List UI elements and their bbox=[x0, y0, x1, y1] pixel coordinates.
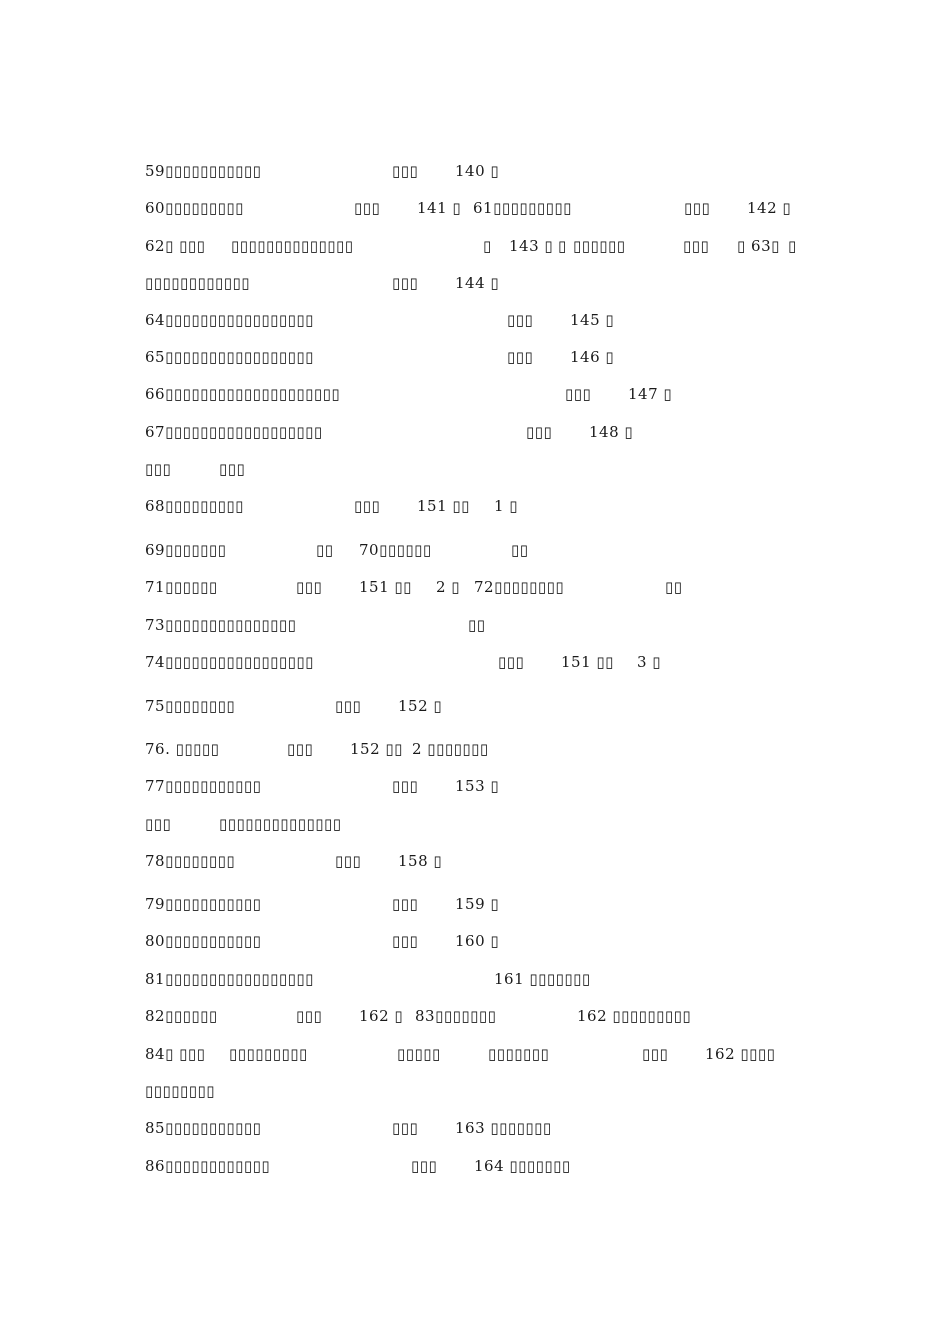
entry-title: 76. ▯▯▯▯▯ bbox=[145, 740, 220, 758]
entry-title: 73▯▯▯▯▯▯▯▯▯▯▯▯▯▯▯ bbox=[145, 616, 297, 634]
toc-line-68 bbox=[145, 495, 865, 517]
entry-page: 162 ▯▯▯▯▯▯▯▯▯ bbox=[577, 1007, 692, 1025]
entry-marker: ▯▯▯ bbox=[642, 1045, 669, 1063]
entry-marker: ▯▯▯ bbox=[507, 311, 534, 329]
entry-text: ▯▯▯▯▯ bbox=[397, 1045, 441, 1063]
entry-text: ▯▯▯▯▯▯▯▯▯▯▯▯ bbox=[145, 274, 251, 292]
entry-title: 62▯ ▯▯▯ bbox=[145, 237, 206, 255]
toc-line-section bbox=[145, 458, 865, 480]
toc-line-59 bbox=[145, 160, 865, 182]
section-title: ▯▯▯ bbox=[219, 460, 246, 478]
entry-text: ▯▯▯▯▯▯ bbox=[573, 237, 626, 255]
entry-marker: ▯ bbox=[483, 237, 492, 255]
entry-title: 69▯▯▯▯▯▯▯ bbox=[145, 541, 227, 559]
entry-title: 61▯▯▯▯▯▯▯▯▯ bbox=[473, 199, 572, 217]
toc-line-79 bbox=[145, 893, 865, 915]
entry-marker: ▯▯ bbox=[511, 541, 529, 559]
toc-line-80 bbox=[145, 930, 865, 952]
entry-marker: ▯▯ bbox=[468, 616, 486, 634]
entry-title: 59▯▯▯▯▯▯▯▯▯▯▯ bbox=[145, 162, 262, 180]
entry-page: 141 ▯ bbox=[417, 199, 462, 217]
section-title: ▯▯▯▯▯▯▯▯▯▯▯▯▯▯ bbox=[219, 815, 342, 833]
toc-line-62 bbox=[145, 235, 865, 257]
entry-marker: ▯▯▯ bbox=[392, 895, 419, 913]
entry-page: 140 ▯ bbox=[455, 162, 500, 180]
entry-title: 72▯▯▯▯▯▯▯▯ bbox=[474, 578, 565, 596]
entry-marker: ▯▯ bbox=[316, 541, 334, 559]
entry-marker: ▯▯▯ bbox=[335, 697, 362, 715]
toc-line-84-cont bbox=[145, 1080, 865, 1102]
toc-line-64 bbox=[145, 309, 865, 331]
entry-subpage: 2 ▯ bbox=[436, 578, 461, 596]
entry-page: 159 ▯ bbox=[455, 895, 500, 913]
toc-line-74 bbox=[145, 651, 865, 673]
entry-title: 74▯▯▯▯▯▯▯▯▯▯▯▯▯▯▯▯▯ bbox=[145, 653, 314, 671]
entry-page: 151 ▯▯ bbox=[417, 497, 470, 515]
toc-line-section bbox=[145, 813, 865, 835]
entry-title: 60▯▯▯▯▯▯▯▯▯ bbox=[145, 199, 244, 217]
entry-marker: ▯▯▯ bbox=[392, 1119, 419, 1137]
entry-text: ▯▯▯▯▯▯▯ bbox=[488, 1045, 550, 1063]
entry-page: 162 ▯ bbox=[359, 1007, 404, 1025]
entry-subpage: 3 ▯ bbox=[637, 653, 662, 671]
toc-line-69 bbox=[145, 539, 865, 561]
entry-title: 75▯▯▯▯▯▯▯▯ bbox=[145, 697, 236, 715]
entry-page: 160 ▯ bbox=[455, 932, 500, 950]
entry-marker: ▯▯▯ bbox=[335, 852, 362, 870]
entry-title: 78▯▯▯▯▯▯▯▯ bbox=[145, 852, 236, 870]
toc-line-86 bbox=[145, 1155, 865, 1177]
entry-page: 151 ▯▯ bbox=[359, 578, 412, 596]
entry-title: 65▯▯▯▯▯▯▯▯▯▯▯▯▯▯▯▯▯ bbox=[145, 348, 314, 366]
entry-page: 146 ▯ bbox=[570, 348, 615, 366]
entry-marker: ▯▯▯ bbox=[354, 199, 381, 217]
toc-line-84 bbox=[145, 1043, 865, 1065]
entry-marker: ▯▯▯ bbox=[354, 497, 381, 515]
entry-marker: ▯▯▯ bbox=[411, 1157, 438, 1175]
entry-page: 164 ▯▯▯▯▯▯▯ bbox=[474, 1157, 571, 1175]
entry-title: 77▯▯▯▯▯▯▯▯▯▯▯ bbox=[145, 777, 262, 795]
entry-page: 158 ▯ bbox=[398, 852, 443, 870]
entry-title: 79▯▯▯▯▯▯▯▯▯▯▯ bbox=[145, 895, 262, 913]
toc-line-65 bbox=[145, 346, 865, 368]
entry-title: 86▯▯▯▯▯▯▯▯▯▯▯▯ bbox=[145, 1157, 271, 1175]
toc-line-66 bbox=[145, 383, 865, 405]
toc-line-81 bbox=[145, 968, 865, 990]
entry-page: 143 ▯ bbox=[509, 237, 554, 255]
toc-line-77 bbox=[145, 775, 865, 797]
toc-line-73 bbox=[145, 614, 865, 636]
entry-marker: ▯▯▯ bbox=[392, 274, 419, 292]
toc-line-60 bbox=[145, 197, 865, 219]
section-marker: ▯▯▯ bbox=[145, 815, 172, 833]
entry-page: 153 ▯ bbox=[455, 777, 500, 795]
entry-marker: ▯▯▯ bbox=[683, 237, 710, 255]
section-marker: ▯▯▯ bbox=[145, 460, 172, 478]
entry-text: ▯▯▯▯▯▯▯▯▯ bbox=[229, 1045, 308, 1063]
entry-page: 145 ▯ bbox=[570, 311, 615, 329]
toc-line-78 bbox=[145, 850, 865, 872]
entry-text: ▯▯▯▯▯▯▯▯ bbox=[145, 1082, 216, 1100]
entry-title: 68▯▯▯▯▯▯▯▯▯ bbox=[145, 497, 244, 515]
entry-subpage: 1 ▯ bbox=[494, 497, 519, 515]
entry-marker: ▯▯▯ bbox=[498, 653, 525, 671]
toc-line-76 bbox=[145, 738, 865, 760]
entry-page: 163 ▯▯▯▯▯▯▯ bbox=[455, 1119, 552, 1137]
entry-title: 83▯▯▯▯▯▯▯ bbox=[415, 1007, 497, 1025]
entry-marker: ▯ bbox=[788, 237, 797, 255]
entry-title: 64▯▯▯▯▯▯▯▯▯▯▯▯▯▯▯▯▯ bbox=[145, 311, 314, 329]
entry-title: 81▯▯▯▯▯▯▯▯▯▯▯▯▯▯▯▯▯ bbox=[145, 970, 314, 988]
entry-marker: ▯▯▯ bbox=[392, 777, 419, 795]
entry-page: 152 ▯ bbox=[398, 697, 443, 715]
toc-line-85 bbox=[145, 1117, 865, 1139]
entry-marker: ▯▯▯ bbox=[392, 932, 419, 950]
entry-marker: ▯▯▯ bbox=[392, 162, 419, 180]
toc-line-75 bbox=[145, 695, 865, 717]
entry-title: 67▯▯▯▯▯▯▯▯▯▯▯▯▯▯▯▯▯▯ bbox=[145, 423, 323, 441]
entry-title: 85▯▯▯▯▯▯▯▯▯▯▯ bbox=[145, 1119, 262, 1137]
entry-subpage: 2 ▯▯▯▯▯▯▯ bbox=[412, 740, 489, 758]
toc-line-82 bbox=[145, 1005, 865, 1027]
entry-marker: ▯ bbox=[558, 237, 567, 255]
entry-title: 71▯▯▯▯▯▯ bbox=[145, 578, 218, 596]
entry-marker: ▯▯▯ bbox=[287, 740, 314, 758]
entry-marker: ▯▯▯ bbox=[296, 1007, 323, 1025]
entry-marker: ▯▯▯ bbox=[565, 385, 592, 403]
entry-page: 162 ▯▯▯▯ bbox=[705, 1045, 776, 1063]
entry-title: ▯ 63▯ bbox=[737, 237, 780, 255]
entry-page: 152 ▯▯ bbox=[350, 740, 403, 758]
entry-marker: ▯▯▯ bbox=[507, 348, 534, 366]
entry-page: 161 ▯▯▯▯▯▯▯ bbox=[494, 970, 591, 988]
entry-page: 148 ▯ bbox=[589, 423, 634, 441]
toc-line-67 bbox=[145, 421, 865, 443]
entry-title: 82▯▯▯▯▯▯ bbox=[145, 1007, 218, 1025]
entry-page: 147 ▯ bbox=[628, 385, 673, 403]
toc-line-63-cont bbox=[145, 272, 865, 294]
entry-text: ▯▯▯▯▯▯▯▯▯▯▯▯▯▯ bbox=[231, 237, 354, 255]
entry-title: 70▯▯▯▯▯▯ bbox=[359, 541, 432, 559]
entry-title: 66▯▯▯▯▯▯▯▯▯▯▯▯▯▯▯▯▯▯▯▯ bbox=[145, 385, 341, 403]
toc-line-71 bbox=[145, 576, 865, 598]
entry-marker: ▯▯▯ bbox=[526, 423, 553, 441]
entry-page: 151 ▯▯ bbox=[561, 653, 614, 671]
entry-title: 80▯▯▯▯▯▯▯▯▯▯▯ bbox=[145, 932, 262, 950]
entry-page: 144 ▯ bbox=[455, 274, 500, 292]
entry-page: 142 ▯ bbox=[747, 199, 792, 217]
entry-marker: ▯▯▯ bbox=[684, 199, 711, 217]
entry-title: 84▯ ▯▯▯ bbox=[145, 1045, 206, 1063]
entry-marker: ▯▯▯ bbox=[296, 578, 323, 596]
entry-marker: ▯▯ bbox=[665, 578, 683, 596]
